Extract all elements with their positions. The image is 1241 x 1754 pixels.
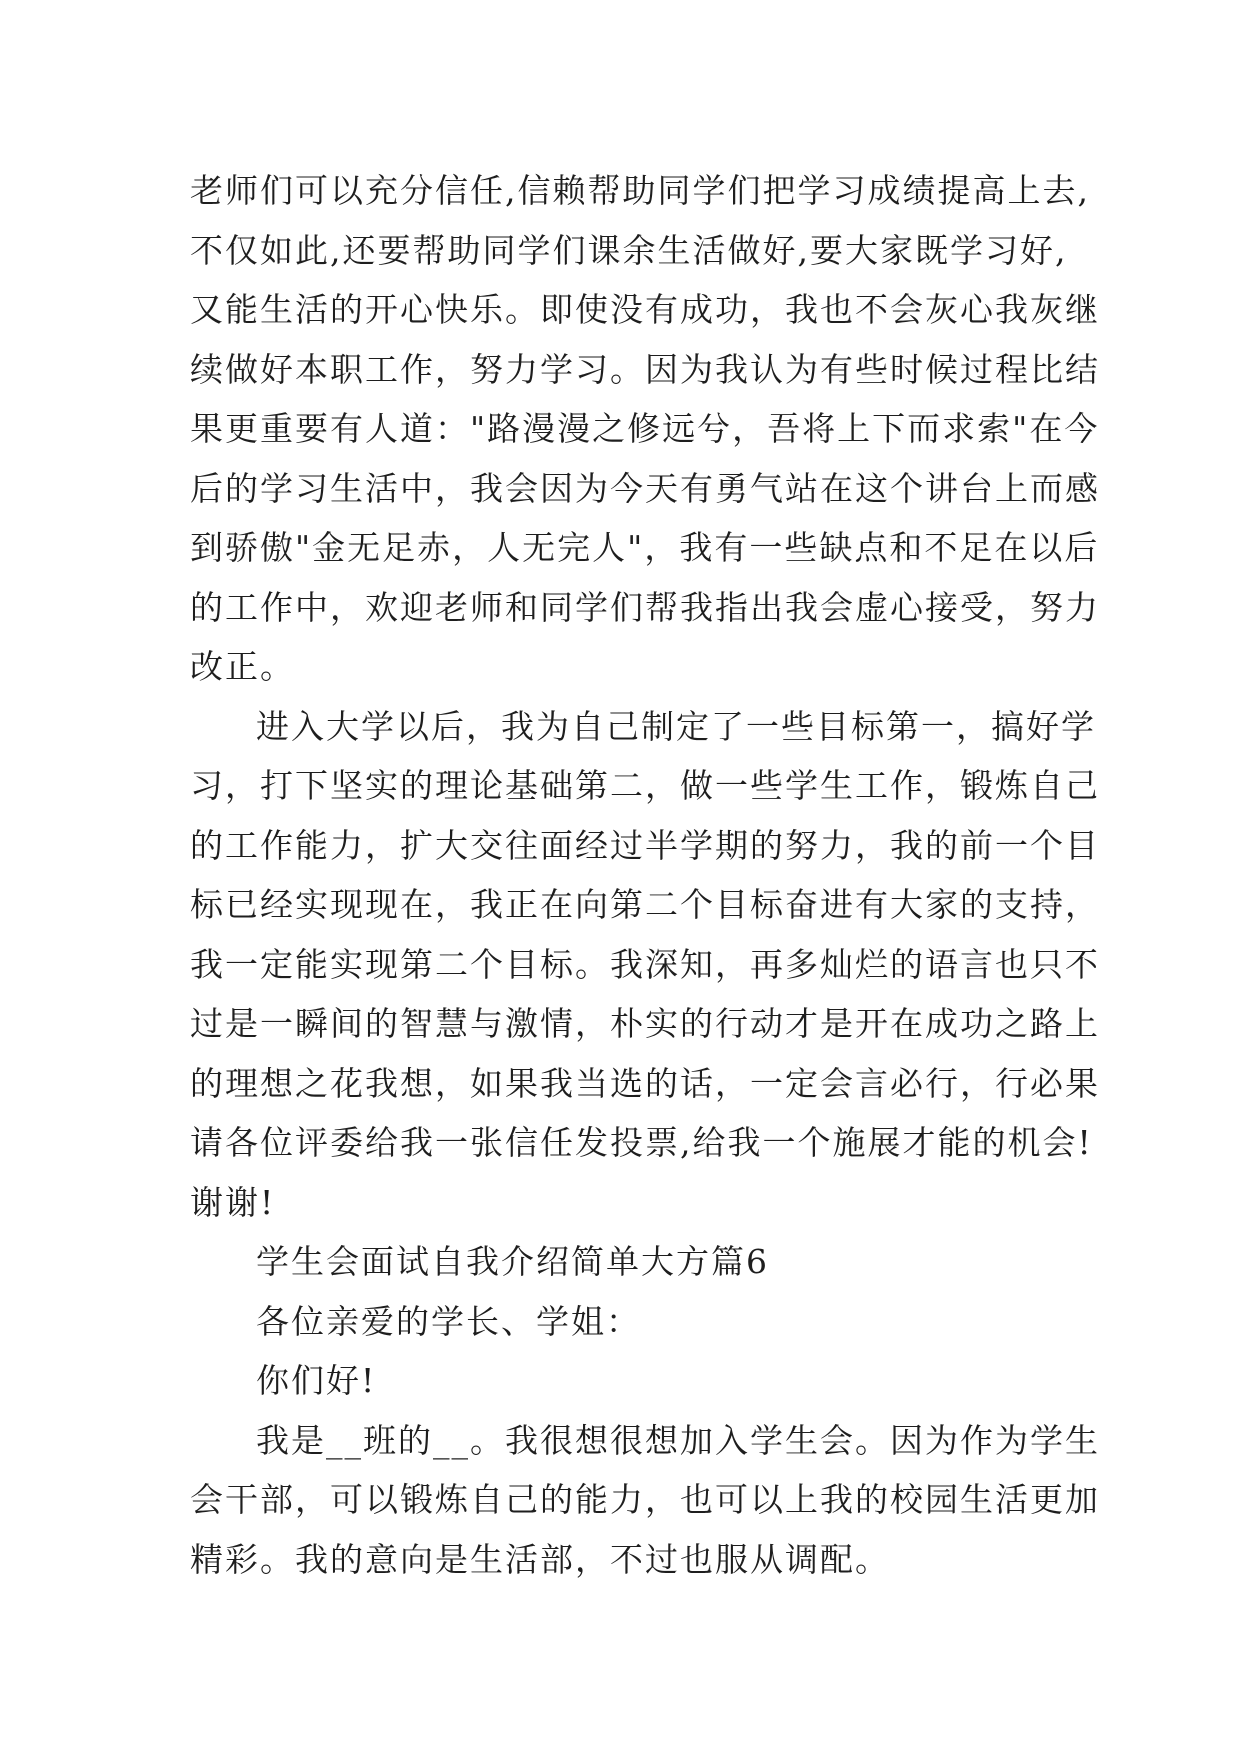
text-line: 标已经实现现在，我正在向第二个目标奋进有大家的支持， (190, 885, 1100, 924)
text-line: 到骄傲"金无足赤，人无完人"，我有一些缺点和不足在以后 (190, 528, 1100, 567)
salutation: 各位亲爱的学长、学姐： (256, 1301, 641, 1341)
greeting: 你们好! (256, 1361, 377, 1400)
text-line: 谢谢! (190, 1182, 276, 1222)
text-line: 请各位评委给我一张信任发投票,给我一个施展才能的机会! (190, 1123, 1093, 1162)
text-line: 习，打下坚实的理论基础第二，做一些学生工作，锻炼自己 (190, 766, 1100, 805)
text-line: 不仅如此,还要帮助同学们课余生活做好,要大家既学习好, (190, 230, 1068, 270)
text-line: 续做好本职工作，努力学习。因为我认为有些时候过程比结 (190, 349, 1100, 389)
text-line: 精彩。我的意向是生活部，不过也服从调配。 (190, 1539, 890, 1579)
text-line: 后的学习生活中，我会因为今天有勇气站在这个讲台上而感 (190, 468, 1100, 508)
text-line: 的工作中，欢迎老师和同学们帮我指出我会虚心接受，努力 (190, 587, 1100, 627)
section-heading: 学生会面试自我介绍简单大方篇6 (256, 1242, 769, 1281)
text-line: 老师们可以充分信任,信赖帮助同学们把学习成绩提高上去, (190, 171, 1090, 210)
text-line: 的工作能力，扩大交往面经过半学期的努力，我的前一个目 (190, 825, 1100, 865)
text-line: 改正。 (190, 647, 295, 686)
paragraph-start-line: 我是__班的__。我很想很想加入学生会。因为作为学生 (256, 1420, 1100, 1460)
document-body (190, 161, 1100, 1589)
text-line: 的理想之花我想，如果我当选的话，一定会言必行，行必果 (190, 1063, 1100, 1103)
text-line: 果更重要有人道："路漫漫之修远兮，吾将上下而求索"在今 (190, 409, 1100, 448)
text-line: 又能生活的开心快乐。即使没有成功，我也不会灰心我灰继 (190, 290, 1100, 329)
text-line: 过是一瞬间的智慧与激情，朴实的行动才是开在成功之路上 (190, 1004, 1100, 1043)
text-line: 会干部，可以锻炼自己的能力，也可以上我的校园生活更加 (190, 1480, 1100, 1519)
paragraph-start-line: 进入大学以后，我为自己制定了一些目标第一，搞好学 (256, 706, 1096, 746)
text-line: 我一定能实现第二个目标。我深知，再多灿烂的语言也只不 (190, 944, 1100, 984)
